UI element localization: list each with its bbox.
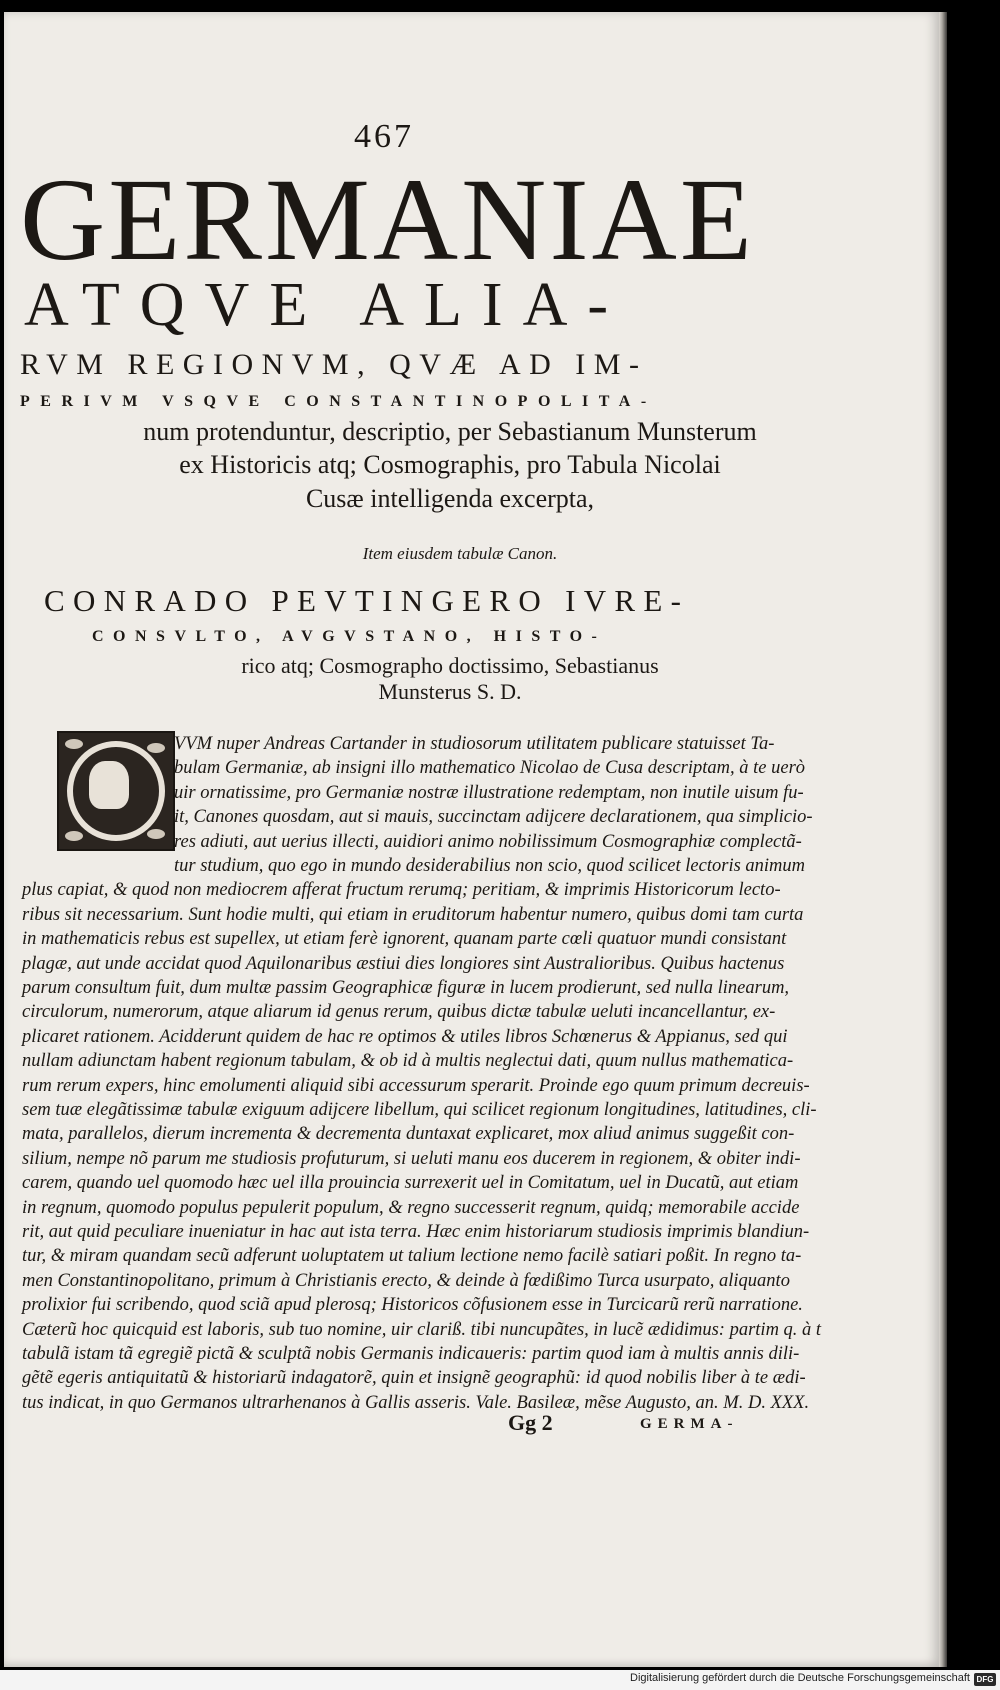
body-line: tur, & miram quandam secũ adferunt uoluptatem ut talium lectione nemo facilè satiari poßit. In regno ta- bbox=[22, 1246, 802, 1267]
initial-leaf bbox=[65, 739, 83, 749]
body-line: tabulã istam tã egregiẽ pictã & sculptã nobis Germanis indicaueris: partim quod iam à multis annis dili- bbox=[22, 1344, 800, 1364]
body-line: in regnum, quomodo populus pepulerit populum, & regno successerit regnum, quidq; memorabile accide bbox=[22, 1197, 800, 1218]
body-line: nullam adiunctam habent regionum tabulam, & ob id à multis neglectui dati, quum nullus mathematica- bbox=[22, 1051, 794, 1072]
title-line-6: ex Historicis atq; Cosmographis, pro Tabula Nicolai bbox=[179, 450, 721, 479]
dedication-line-4: Munsterus S. D. bbox=[378, 679, 522, 704]
body-line: rit, aut quid peculiare inueniatur in hac aut ista terra. Hæc enim historiarum studiosis imprimis blandiun- bbox=[22, 1222, 810, 1242]
body-line: plagæ, aut unde accidat quod Aquilonaribus æstiui dies longiores sint Australioribus. Quibus hactenus bbox=[22, 953, 785, 974]
body-line: silium, nempe nõ parum me studiosis profuturum, si ueluti manu eos ducerem in regionem, & obiter indi- bbox=[22, 1148, 801, 1169]
dedication-line-1: CONRADO PEVTINGERO IVRE- bbox=[44, 583, 690, 618]
body-line: mata, parallelos, dierum incrementa & decrementa duntaxat explicaret, mox aliud animus suggeßit con- bbox=[22, 1124, 795, 1145]
body-line: ribus sit necessarium. Sunt hodie multi, qui etiam in eruditorum habentur numero, quibus domi tam curta bbox=[22, 904, 804, 925]
body-line: tus indicat, in quo Germanos ultrarhenanos à Gallis asseris. Vale. Basileæ, mẽse Augusto, an. M. D. XXX. bbox=[22, 1392, 810, 1413]
body-line: in mathematicis rebus est supellex, ut etiam ferè ignorent, quanam parte cœli quatuor mundi consistant bbox=[22, 929, 787, 950]
dedication-line-3: rico atq; Cosmographo doctissimo, Sebastianus bbox=[241, 653, 659, 678]
body-line: gẽtẽ egeris antiquitatũ & historiarũ indagatorẽ, quin et insignẽ geographũ: id quod nobilis liber à te ædi- bbox=[22, 1368, 806, 1389]
body-line: rum rerum expers, hinc emolumenti aliquid sibi accessurum sperarit. Proinde ego quum primum decreuis- bbox=[22, 1075, 810, 1096]
body-line: men Constantinopolitano, primum à Christianis erecto, & deinde à fœdißimo Turca usurpato, aliquanto bbox=[22, 1270, 790, 1291]
body-line: it, Canones quosdam, aut si mauis, succinctam adijcere declarationem, qua simplicio- bbox=[174, 807, 813, 828]
body-line: plus capiat, & quod non mediocrem afferat fructum rerumq; peritiam, & imprimis Historicorum lecto- bbox=[22, 880, 781, 901]
dfg-logo: DFG bbox=[974, 1673, 996, 1686]
body-line: carem, quando uel quomodo hæc uel illa prouincia surrexerit uel in Comitatum, uel in Ducatũ, aut etiam bbox=[22, 1173, 799, 1194]
body-line: uir ornatissime, pro Germaniæ nostræ illustratione redemptam, non inutile uisum fu- bbox=[174, 782, 804, 803]
body-line: VVM nuper Andreas Cartander in studiosorum utilitatem publicare statuisset Ta- bbox=[174, 734, 775, 754]
footer-credit: Digitalisierung gefördert durch die Deutsche Forschungsgemeinschaft bbox=[630, 1672, 970, 1684]
initial-leaf bbox=[147, 743, 165, 753]
title-line-1: GERMANIAE bbox=[20, 154, 755, 285]
initial-leaf bbox=[65, 831, 83, 841]
body-line: Cæterũ hoc quicquid est laboris, sub tuo nomine, uir clariß. tibi nuncupãtes, in lucẽ ædidimus: partim q. à t bbox=[22, 1319, 822, 1340]
title-line-4: PERIVM VSQVE CONSTANTINOPOLITA- bbox=[20, 393, 657, 410]
body-line: parum consultum fuit, dum multæ passim Geographicæ figuræ in lucem prodierunt, sed nulla linearum, bbox=[22, 978, 790, 998]
initial-animal bbox=[89, 761, 129, 809]
signature-mark: Gg 2 bbox=[508, 1410, 553, 1435]
title-line-7: Cusæ intelligenda excerpta, bbox=[305, 484, 595, 513]
dedication-line-2: CONSVLTO, AVGVSTANO, HISTO- bbox=[92, 628, 607, 645]
body-line: res adiuti, aut uerius illecti, auidiori animo nobilissimum Cosmographiæ complectã- bbox=[174, 831, 802, 852]
decorated-initial-q-icon bbox=[57, 731, 175, 851]
subtitle: Item eiusdem tabulæ Canon. bbox=[362, 544, 558, 563]
page-edge bbox=[939, 12, 947, 1667]
title-line-3: RVM REGIONVM, QVÆ AD IM- bbox=[20, 348, 648, 381]
body-line: sem tuæ elegãtissimæ tabulæ exiguum adijcere libellum, qui scilicet regionum longitudines, latitudines, cli- bbox=[22, 1100, 817, 1120]
title-line-2: ATQVE ALIA- bbox=[24, 271, 628, 339]
body-line: bulam Germaniæ, ab insigni illo mathematico Nicolao de Cusa descriptam, à te uerò bbox=[174, 758, 806, 779]
body-line: tur studium, quo ego in mundo desiderabilius non scio, quod scilicet lectoris animum bbox=[174, 856, 806, 876]
initial-leaf bbox=[147, 829, 165, 839]
catchword: GERMA- bbox=[640, 1416, 739, 1432]
body-line: prolixior fui scribendo, quod sciã apud plerosq; Historicos cõfusionem esse in Turcicarũ rerũ narratione. bbox=[22, 1295, 803, 1316]
page-number: 467 bbox=[354, 118, 414, 155]
body-line: circulorum, numerorum, atque aliarum id genus rerum, quibus dictæ tabulæ ueluti incancellantur, ex- bbox=[22, 1002, 776, 1023]
title-line-5: num protenduntur, descriptio, per Sebastianum Munsterum bbox=[143, 417, 757, 446]
body-line: plicaret rationem. Acidderunt quidem de hac re optimos & utiles libros Schœnerus & Appianus, sed qui bbox=[22, 1026, 788, 1047]
